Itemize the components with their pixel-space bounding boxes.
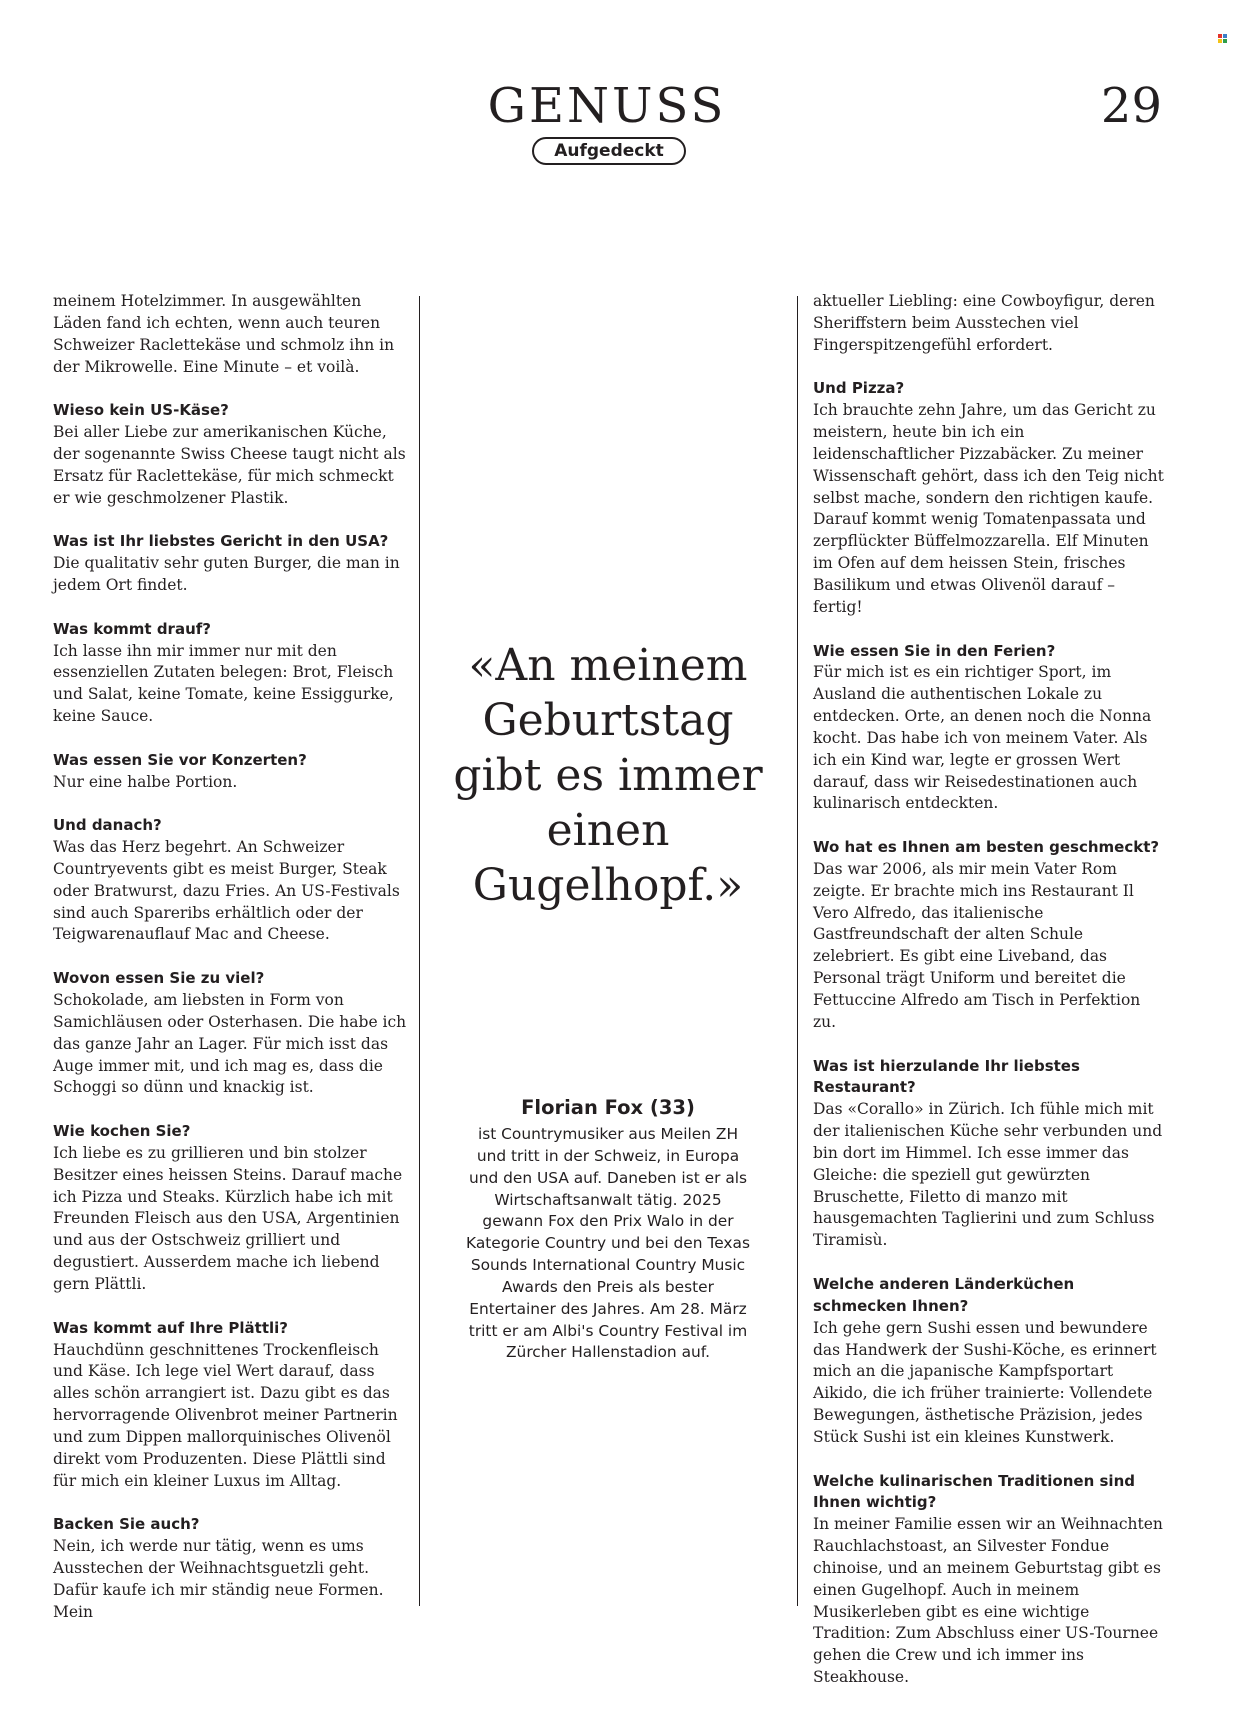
- bio-text: ist Countrymusiker aus Meilen ZH und tritt in der Schweiz, in Europa und den USA auf. Daneben ist er als Wirtschaftsanwalt tätig. 2025 gewann Fox den Prix Walo in der Kategorie Country und bei den Texas Sounds International Country Music Awards den Preis als bester Entertainer des Jahres. Am 28. März tritt er am Albi's Country Festival im Zürcher Hallenstadion auf.: [466, 1125, 750, 1362]
- interview-block: [813, 641, 1168, 816]
- interview-answer: Ich brauchte zehn Jahre, um das Gericht zu meistern, heute bin ich ein leidenschaftlicher Pizzabäcker. Zu meiner Wissenschaft gehört, dass ich den Teig nicht selbst mache, sondern den richtigen kaufe. Darauf kommt wenig Tomatenpassata und zerpflückter Büffelmozzarella. Elf Minuten im Ofen auf dem heissen Stein, frisches Basilikum und etwas Olivenöl darauf – fertig!: [813, 401, 1164, 616]
- interview-answer: aktueller Liebling: eine Cowboyfigur, deren Sheriffstern beim Ausstechen viel Fingerspitzengefühl erfordert.: [813, 292, 1155, 354]
- interview-question: Wieso kein US-Käse?: [53, 401, 229, 420]
- interview-question: Wo hat es Ihnen am besten geschmeckt?: [813, 838, 1160, 857]
- interview-block: [53, 815, 408, 946]
- interview-question: Wie essen Sie in den Ferien?: [813, 641, 1056, 660]
- interview-block: [53, 619, 408, 728]
- corner-mark-red: [1218, 34, 1222, 38]
- pull-quote: «An meinem Geburtstag gibt es immer einen Gugelhopf.»: [453, 640, 763, 911]
- interview-question: Was kommt drauf?: [53, 619, 211, 638]
- interview-answer: Das war 2006, als mir mein Vater Rom zeigte. Er brachte mich ins Restaurant Il Vero Alfredo, das italienische Gastfreundschaft der alten Schule zelebriert. Es gibt eine Liveband, das Personal trägt Uniform und bereitet die Fettuccine Alfredo am Tisch in Perfektion zu.: [813, 859, 1141, 1031]
- left-text-column: [53, 291, 408, 1645]
- interview-question: Was ist hierzulande Ihr liebstes Restaurant?: [813, 1056, 1080, 1097]
- bio-box: [465, 1094, 751, 1364]
- interview-question: Backen Sie auch?: [53, 1515, 200, 1534]
- column-divider-right: [797, 296, 798, 1606]
- interview-question: Was ist Ihr liebstes Gericht in den USA?: [53, 532, 389, 551]
- interview-answer: Was das Herz begehrt. An Schweizer Countryevents gibt es meist Burger, Steak oder Bratwurst, dazu Fries. An US-Festivals sind auch Spareribs erhältlich oder der Teigwarenauflauf Mac and Cheese.: [53, 838, 400, 944]
- right-text-column: [813, 291, 1168, 1711]
- interview-answer: Nur eine halbe Portion.: [53, 772, 238, 791]
- interview-answer: Ich gehe gern Sushi essen und bewundere das Handwerk der Sushi-Köche, es erinnert mich an die japanische Kampfsportart Aikido, die ich früher trainierte: Vollendete Bewegungen, ästhetische Präzision, jedes Stück Sushi ist ein kleines Kunstwerk.: [813, 1318, 1157, 1446]
- interview-answer: Bei aller Liebe zur amerikanischen Küche, der sogenannte Swiss Cheese taugt nicht als Ersatz für Raclettekäse, für mich schmeckt er wie geschmolzener Plastik.: [53, 423, 406, 507]
- interview-question: Wie kochen Sie?: [53, 1122, 191, 1141]
- interview-block: [813, 1471, 1168, 1689]
- interview-block: [53, 400, 408, 509]
- interview-block: [813, 837, 1168, 1034]
- interview-block: [53, 750, 408, 794]
- interview-answer: Hauchdünn geschnittenes Trockenfleisch und Käse. Ich lege viel Wert darauf, dass alles schön arrangiert ist. Dazu gibt es das hervorragende Olivenbrot meiner Partnerin und zum Dippen mallorquinisches Olivenöl direkt vom Produzenten. Diese Plättli sind für mich ein kleiner Luxus im Alltag.: [53, 1340, 398, 1490]
- corner-mark-blue: [1223, 34, 1227, 38]
- corner-mark-green: [1223, 39, 1227, 43]
- interview-block: [813, 1274, 1168, 1449]
- interview-block: [53, 531, 408, 597]
- interview-answer: Ich liebe es zu grillieren und bin stolzer Besitzer eines heissen Steins. Darauf mache ich Pizza und Steaks. Kürzlich habe ich mit Freunden Fleisch aus den USA, Argentinien und aus der Ostschweiz grilliert und degustiert. Ausserdem mache ich liebend gern Plättli.: [53, 1143, 403, 1293]
- interview-answer: meinem Hotelzimmer. In ausgewählten Läden fand ich echten, wenn auch teuren Schweizer Raclettekäse und schmolz ihn in der Mikrowelle. Eine Minute – et voilà.: [53, 292, 395, 376]
- interview-answer: Nein, ich werde nur tätig, wenn es ums Ausstechen der Weihnachtsguetzli geht. Dafür kaufe ich mir ständig neue Formen. Mein: [53, 1537, 384, 1621]
- page-number: 29: [1100, 78, 1162, 134]
- section-title: GENUSS: [487, 78, 727, 134]
- interview-question: Was essen Sie vor Konzerten?: [53, 750, 307, 769]
- interview-question: Welche anderen Länderküchen schmecken Ihnen?: [813, 1274, 1075, 1315]
- interview-question: Was kommt auf Ihre Plättli?: [53, 1318, 288, 1337]
- interview-question: Und danach?: [53, 816, 162, 835]
- interview-block: [53, 1514, 408, 1623]
- interview-block: [53, 968, 408, 1099]
- bio-name: Florian Fox (33): [521, 1096, 695, 1119]
- interview-block: [53, 1121, 408, 1296]
- interview-block: [813, 1056, 1168, 1253]
- corner-mark-yellow: [1218, 39, 1222, 43]
- interview-answer: Die qualitativ sehr guten Burger, die man in jedem Ort findet.: [53, 554, 400, 594]
- interview-answer: In meiner Familie essen wir an Weihnachten Rauchlachstoast, an Silvester Fondue chinoise, und an meinem Geburtstag gibt es einen Gugelhopf. Auch in meinem Musikerleben gibt es eine wichtige Tradition: Zum Abschluss einer US-Tournee gehen die Crew und ich immer ins Steakhouse.: [813, 1515, 1163, 1687]
- interview-block: [53, 1318, 408, 1493]
- interview-block: [53, 291, 408, 378]
- interview-answer: Schokolade, am liebsten in Form von Samichläusen oder Osterhasen. Die habe ich das ganze Jahr an Lager. Für mich isst das Auge immer mit, und ich mag es, dass die Schoggi so dünn und knackig ist.: [53, 991, 407, 1097]
- interview-question: Wovon essen Sie zu viel?: [53, 969, 265, 988]
- interview-answer: Das «Corallo» in Zürich. Ich fühle mich mit der italienischen Küche sehr verbunden und bin dort im Himmel. Ich esse immer das Gleiche: die speziell gut gewürzten Bruschette, Filetto di manzo mit hausgemachten Taglierini und zum Schluss Tiramisù.: [813, 1100, 1163, 1250]
- color-registration-mark: [1218, 34, 1227, 43]
- interview-question: Und Pizza?: [813, 379, 905, 398]
- section-label-pill: Aufgedeckt: [532, 137, 686, 165]
- interview-question: Welche kulinarischen Traditionen sind Ihnen wichtig?: [813, 1471, 1135, 1512]
- interview-block: [813, 291, 1168, 357]
- column-divider-left: [419, 296, 420, 1606]
- interview-answer: Ich lasse ihn mir immer nur mit den essenziellen Zutaten belegen: Brot, Fleisch und Salat, keine Tomate, keine Essiggurke, keine Sauce.: [53, 641, 394, 726]
- interview-answer: Für mich ist es ein richtiger Sport, im Ausland die authentischen Lokale zu entdecken. Orte, an denen noch die Nonna kocht. Das habe ich von meinem Vater. Als ich ein Kind war, legte er grossen Wert darauf, dass wir Reisedestinationen auch kulinarisch entdeckten.: [813, 663, 1152, 813]
- interview-block: [813, 378, 1168, 618]
